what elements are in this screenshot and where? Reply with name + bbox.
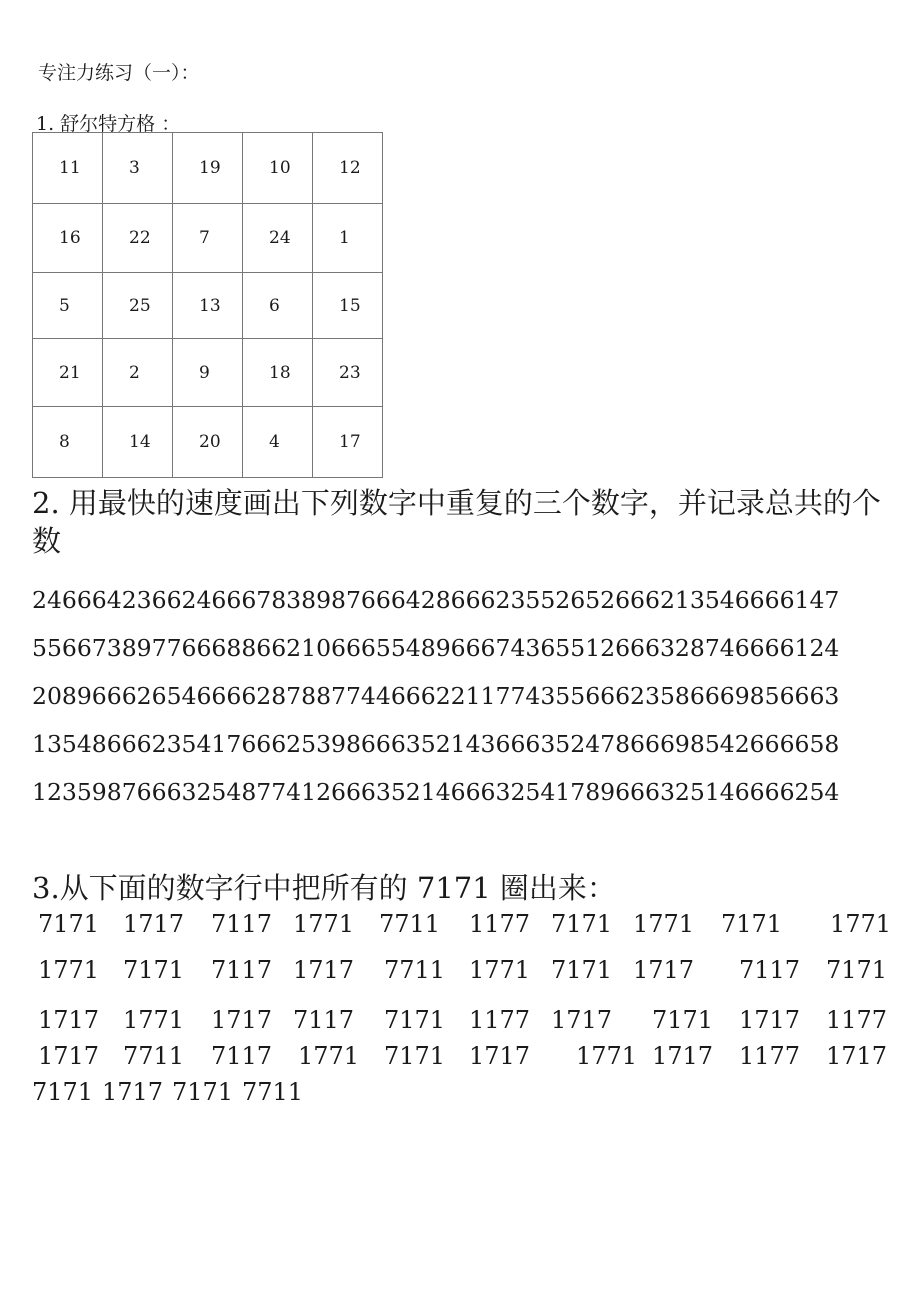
number-item[interactable]: 1717 [38,1006,100,1034]
grid-cell-number: 16 [59,228,81,248]
grid-cell [173,339,243,407]
grid-cell [173,133,243,204]
grid-cell-number: 3 [129,158,140,178]
grid-cell [33,133,103,204]
grid-cell-number: 19 [199,158,221,178]
number-item[interactable]: 7117 [211,910,273,938]
number-item[interactable]: 1717 [293,956,355,984]
grid-cell-number: 6 [269,295,280,316]
number-item[interactable]: 1717 [652,1042,714,1070]
grid-cell [103,204,173,273]
number-item[interactable]: 1771 [298,1042,360,1070]
grid-row [33,407,383,478]
grid-cell [103,339,173,407]
grid-cell-number: 22 [129,228,151,248]
grid-cell-number: 25 [129,295,151,316]
number-item[interactable]: 1717 [123,910,185,938]
number-item[interactable]: 7711 [242,1078,304,1106]
grid-cell [33,339,103,407]
number-item[interactable]: 7711 [379,910,441,938]
number-item[interactable]: 7171 [123,956,185,984]
grid-cell-number: 12 [339,158,361,178]
grid-cell [313,339,383,407]
grid-cell-number: 2 [129,362,140,383]
number-item[interactable]: 1717 [739,1006,801,1034]
number-item[interactable]: 7117 [211,1042,273,1070]
number-item[interactable]: 7171 [551,910,613,938]
number-item[interactable]: 1717 [102,1078,164,1106]
number-row [0,1042,920,1076]
number-item[interactable]: 7171 [721,910,783,938]
grid-cell-number: 24 [269,228,291,248]
number-item[interactable]: 1771 [123,1006,185,1034]
number-item[interactable]: 1717 [211,1006,273,1034]
grid-cell [173,204,243,273]
number-row [0,910,920,944]
grid-row [33,204,383,273]
number-item[interactable]: 1771 [469,956,531,984]
grid-cell-number: 13 [199,295,221,316]
grid-cell-number: 1 [339,228,350,248]
worksheet-title: 专注力练习（一）： [38,62,200,84]
number-item[interactable]: 1771 [293,910,355,938]
number-row [0,1006,920,1040]
number-item[interactable]: 7171 [38,910,100,938]
number-item[interactable]: 7171 [32,1078,94,1106]
number-item[interactable]: 1771 [576,1042,638,1070]
section3-heading: 3.从下面的数字行中把所有的 7171 圈出来： [32,871,616,905]
number-item[interactable]: 7171 [384,1042,446,1070]
grid-cell [33,273,103,339]
section2-heading: 2. 用最快的速度画出下列数字中重复的三个数字，并记录总共的个数 [32,486,881,558]
grid-cell [313,273,383,339]
number-item[interactable]: 1771 [38,956,100,984]
grid-cell [103,273,173,339]
grid-cell-number: 18 [269,362,291,383]
grid-cell [173,407,243,478]
number-item[interactable]: 1177 [469,910,531,938]
number-item[interactable]: 1771 [830,910,892,938]
grid-row [33,273,383,339]
grid-cell [33,407,103,478]
grid-cell-number: 15 [339,295,361,316]
grid-cell [243,273,313,339]
grid-cell-number: 9 [199,362,210,383]
number-item[interactable]: 7171 [826,956,888,984]
number-item[interactable]: 7117 [211,956,273,984]
grid-cell-number: 5 [59,295,70,316]
number-item[interactable]: 1717 [633,956,695,984]
number-row [0,1078,920,1112]
number-item[interactable]: 7117 [293,1006,355,1034]
number-item[interactable]: 7171 [384,1006,446,1034]
grid-cell-number: 17 [339,432,361,452]
number-item[interactable]: 7171 [652,1006,714,1034]
number-row [0,956,920,990]
grid-cell [103,133,173,204]
grid-cell-number: 10 [269,158,291,178]
grid-cell-number: 4 [269,432,280,452]
grid-cell [103,407,173,478]
digit-line: 135486662354176662539866635214366635247866698542666658 [32,730,840,758]
number-item[interactable]: 7711 [384,956,446,984]
grid-cell-number: 20 [199,432,221,452]
section1-heading: 1. 舒尔特方格 ： [36,113,181,135]
grid-cell-number: 23 [339,362,361,383]
grid-cell-number: 7 [199,228,210,248]
number-item[interactable]: 7117 [739,956,801,984]
digit-line: 208966626546666287887744666221177435566623586669856663 [32,682,840,710]
grid-cell [313,407,383,478]
grid-cell [243,204,313,273]
number-item[interactable]: 1177 [826,1006,888,1034]
grid-row [33,133,383,204]
grid-cell-number: 11 [59,158,81,178]
number-item[interactable]: 1177 [469,1006,531,1034]
number-item[interactable]: 7711 [123,1042,185,1070]
schulte-grid [32,132,383,478]
grid-cell [243,407,313,478]
number-item[interactable]: 7171 [551,956,613,984]
digit-line: 246664236624666783898766642866623552652666213546666147 [32,586,840,614]
grid-cell [33,204,103,273]
number-item[interactable]: 1717 [551,1006,613,1034]
grid-cell [313,133,383,204]
grid-cell-number: 8 [59,432,70,452]
number-item[interactable]: 7171 [172,1078,234,1106]
number-item[interactable]: 1717 [38,1042,100,1070]
grid-row [33,339,383,407]
number-item[interactable]: 1717 [826,1042,888,1070]
digit-line: 123598766632548774126663521466632541789666325146666254 [32,778,840,806]
number-item[interactable]: 1771 [633,910,695,938]
digit-line: 556673897766688662106665548966674365512666328746666124 [32,634,840,662]
grid-cell [313,204,383,273]
number-item[interactable]: 1177 [739,1042,801,1070]
grid-cell [173,273,243,339]
grid-cell-number: 14 [129,432,151,452]
number-item[interactable]: 1717 [469,1042,531,1070]
grid-cell [243,133,313,204]
grid-cell-number: 21 [59,362,81,383]
grid-cell [243,339,313,407]
